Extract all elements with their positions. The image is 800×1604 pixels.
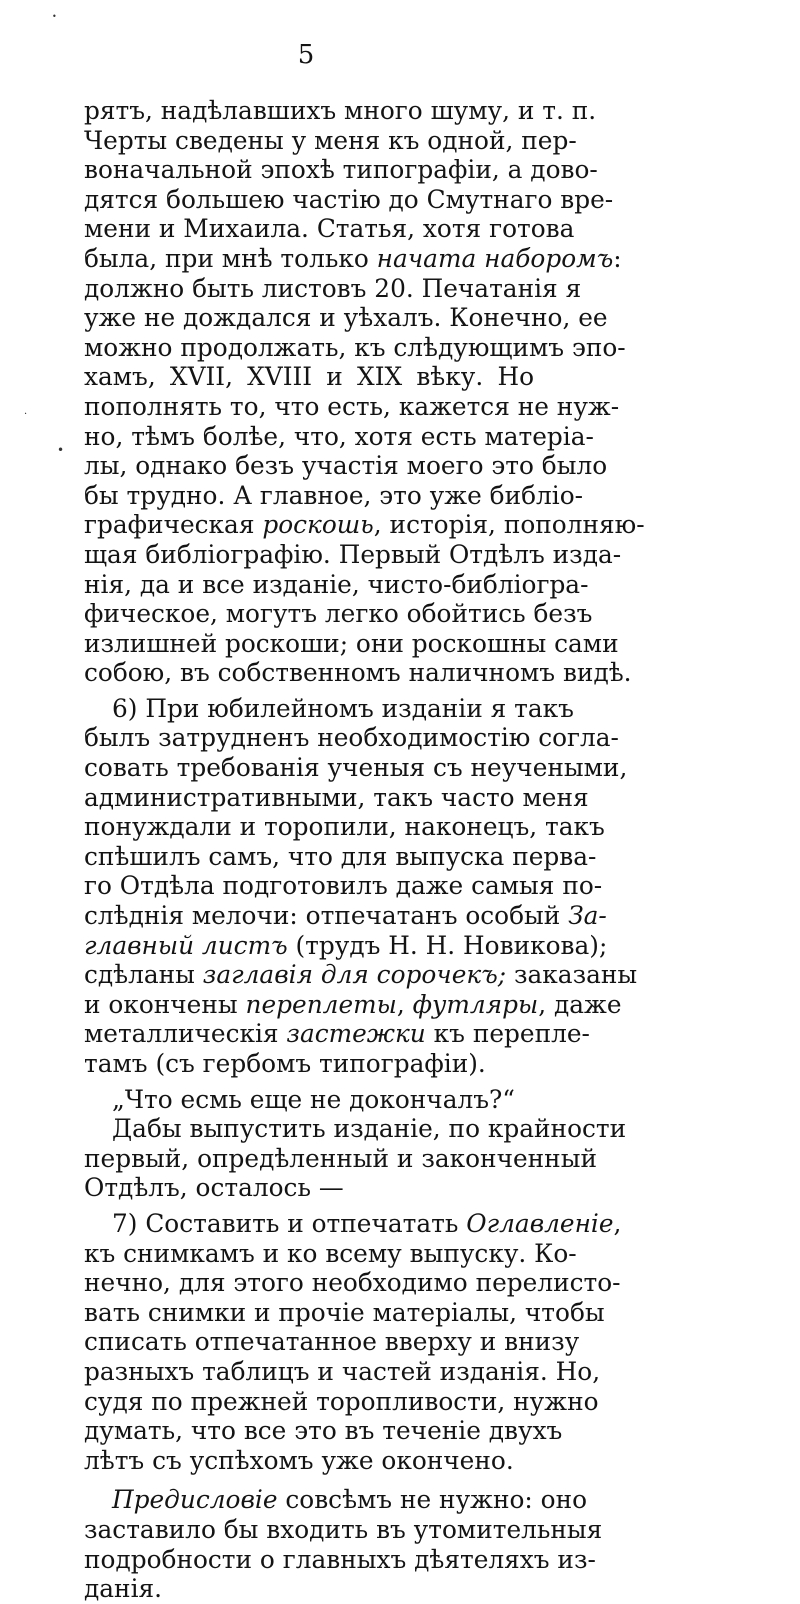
text-line bbox=[84, 391, 620, 422]
text-segment: думать, что все это въ теченіе двухъ bbox=[84, 1416, 563, 1446]
text-segment: 6) При юбилейномъ изданіи я такъ bbox=[112, 693, 574, 723]
text-segment: совсѣмъ не нужно: оно bbox=[277, 1485, 588, 1515]
page-number: 5 bbox=[297, 40, 315, 70]
text-line bbox=[84, 1446, 534, 1476]
text-segment: нечно, для этого необходимо перелисто- bbox=[84, 1268, 621, 1298]
text-line bbox=[84, 693, 574, 724]
text-line bbox=[84, 1173, 534, 1203]
text-line bbox=[84, 782, 589, 813]
text-line bbox=[84, 1114, 627, 1144]
text-line bbox=[84, 125, 577, 156]
text-line bbox=[84, 214, 575, 244]
text-segment: пополнять то, что есть, кажется не нуж- bbox=[84, 391, 620, 421]
text-segment: былъ затрудненъ необходимостію согла- bbox=[84, 723, 619, 753]
text-segment: хамъ, XVII, XVIII и XIX вѣку. Но bbox=[84, 362, 534, 392]
text-segment: го Отдѣла подготовилъ даже самыя по- bbox=[84, 871, 603, 901]
text-line bbox=[84, 510, 645, 540]
text-segment: щая библіографію. Первый Отдѣлъ изда- bbox=[84, 539, 622, 569]
text-line bbox=[84, 569, 589, 600]
text-segment: бы трудно. А главное, это уже библіо- bbox=[84, 480, 584, 510]
text-line bbox=[84, 1485, 588, 1515]
text-line bbox=[84, 451, 608, 481]
text-line bbox=[84, 1208, 622, 1239]
text-line bbox=[84, 989, 622, 1020]
text-segment: (трудъ Н. Н. Новикова); bbox=[287, 930, 608, 960]
text-line bbox=[84, 1268, 621, 1298]
text-line bbox=[84, 1085, 534, 1115]
italic-text: заглавія для сорочекъ; bbox=[202, 960, 507, 990]
text-segment: , исторія, пополняю- bbox=[373, 510, 645, 540]
text-line bbox=[84, 930, 608, 961]
text-segment: , bbox=[613, 1208, 622, 1238]
text-segment: разныхъ таблицъ и частей изданія. Но, bbox=[84, 1356, 601, 1386]
text-line bbox=[84, 303, 608, 333]
text-line bbox=[84, 1416, 563, 1446]
text-segment: уже не дождался и уѣхалъ. Конечно, ее bbox=[84, 303, 608, 333]
text-line bbox=[84, 243, 622, 274]
text-segment: спѣшилъ самъ, что для выпуска перва- bbox=[84, 841, 597, 871]
text-segment: первый, опредѣленный и законченный bbox=[84, 1143, 597, 1173]
text-segment: лы, однако безъ участія моего это было bbox=[84, 451, 608, 481]
text-line bbox=[84, 628, 619, 659]
text-segment: вать снимки и прочіе матеріалы, чтобы bbox=[84, 1297, 605, 1327]
margin-speck: • bbox=[57, 443, 65, 457]
text-line bbox=[84, 1019, 590, 1049]
text-line bbox=[84, 155, 598, 185]
text-segment: къ перепле- bbox=[425, 1019, 590, 1049]
italic-text: застежки bbox=[286, 1019, 426, 1049]
italic-text: роскошь bbox=[262, 510, 374, 540]
text-line bbox=[84, 273, 582, 304]
text-segment: Черты сведены у меня къ одной, пер- bbox=[84, 125, 577, 155]
text-line bbox=[84, 1238, 577, 1269]
text-line bbox=[84, 184, 614, 215]
text-segment: Отдѣлъ, осталось — bbox=[84, 1173, 344, 1203]
text-segment: нія, да и все изданіе, чисто-библіогра- bbox=[84, 569, 589, 599]
text-segment: металлическія bbox=[84, 1019, 287, 1049]
text-segment: совать требованія ученыя съ неучеными, bbox=[84, 753, 628, 783]
text-line bbox=[84, 480, 584, 511]
text-segment: и окончены bbox=[84, 989, 246, 1019]
text-segment: собою, въ собственномъ наличномъ видѣ. bbox=[84, 658, 632, 688]
text-line bbox=[84, 96, 597, 126]
text-line bbox=[84, 753, 628, 783]
text-segment: , bbox=[396, 989, 413, 1019]
italic-text: Оглавленіе bbox=[466, 1208, 614, 1238]
text-line bbox=[84, 812, 605, 842]
text-line bbox=[84, 1386, 599, 1417]
italic-text: переплеты bbox=[245, 989, 397, 1019]
text-line bbox=[84, 658, 632, 688]
text-segment: мени и Михаила. Статья, хотя готова bbox=[84, 214, 575, 244]
body-text bbox=[84, 96, 645, 1604]
text-segment: списать отпечатанное вверху и внизу bbox=[84, 1327, 580, 1357]
text-segment: можно продолжать, къ слѣдующимъ эпо- bbox=[84, 332, 626, 362]
text-segment: сдѣланы bbox=[84, 960, 203, 990]
text-line bbox=[84, 599, 593, 629]
text-line bbox=[84, 901, 607, 931]
margin-speck: • bbox=[52, 12, 57, 21]
text-line bbox=[84, 539, 622, 570]
text-segment: должно быть листовъ 20. Печатанія я bbox=[84, 273, 582, 303]
text-line bbox=[84, 1356, 601, 1387]
text-segment: была, при мнѣ только bbox=[84, 243, 377, 273]
italic-text: начата наборомъ bbox=[376, 243, 614, 273]
text-segment: понуждали и торопили, наконецъ, такъ bbox=[84, 812, 605, 842]
text-segment: воначальной эпохѣ типографіи, а дово- bbox=[84, 155, 598, 185]
text-segment: : bbox=[613, 243, 622, 273]
text-segment: излишней роскоши; они роскошны сами bbox=[84, 628, 619, 658]
text-segment: подробности о главныхъ дѣятеляхъ из- bbox=[84, 1544, 596, 1574]
text-line bbox=[84, 841, 597, 872]
text-segment: заказаны bbox=[506, 960, 638, 990]
text-line bbox=[84, 1049, 534, 1079]
italic-text: Предисловіе bbox=[112, 1485, 278, 1515]
text-segment: 7) Составить и отпечатать bbox=[112, 1208, 467, 1238]
text-line bbox=[84, 421, 594, 452]
text-line bbox=[84, 960, 638, 990]
text-segment: но, тѣмъ болѣе, что, хотя есть матеріа- bbox=[84, 421, 594, 451]
italic-text: За- bbox=[568, 901, 607, 931]
text-segment: слѣднія мелочи: отпечатанъ особый bbox=[84, 901, 569, 931]
text-segment: судя по прежней торопливости, нужно bbox=[84, 1386, 599, 1416]
text-line bbox=[84, 723, 619, 753]
text-line bbox=[84, 1143, 597, 1174]
text-line bbox=[84, 1327, 580, 1357]
margin-speck: · bbox=[24, 409, 28, 420]
text-segment: фическое, могутъ легко обойтись безъ bbox=[84, 599, 593, 629]
text-segment: графическая bbox=[84, 510, 263, 540]
text-line bbox=[84, 1574, 534, 1604]
text-segment: данія. bbox=[84, 1574, 163, 1604]
text-segment: рятъ, надѣлавшихъ много шуму, и т. п. bbox=[84, 96, 597, 125]
text-segment: дятся большею частію до Смутнаго вре- bbox=[84, 184, 614, 214]
text-line bbox=[84, 362, 534, 392]
text-segment: , даже bbox=[538, 989, 622, 1019]
text-segment: тамъ (съ гербомъ типографіи). bbox=[84, 1049, 486, 1078]
text-segment: административными, такъ часто меня bbox=[84, 782, 589, 812]
text-segment: къ снимкамъ и ко всему выпуску. Ко- bbox=[84, 1238, 577, 1268]
text-line bbox=[84, 871, 603, 901]
text-segment: лѣтъ съ успѣхомъ уже окончено. bbox=[84, 1445, 514, 1475]
text-line bbox=[84, 1514, 603, 1545]
text-segment: Дабы выпустить изданіе, по крайности bbox=[112, 1114, 627, 1144]
text-segment: заставило бы входить въ утомительныя bbox=[84, 1514, 603, 1544]
text-line bbox=[84, 1544, 596, 1575]
text-line bbox=[84, 1297, 605, 1328]
text-segment: „Что есмь еще не докончалъ?“ bbox=[112, 1084, 515, 1114]
italic-text: главный листъ bbox=[84, 930, 288, 960]
text-line bbox=[84, 332, 626, 363]
italic-text: футляры bbox=[412, 989, 539, 1019]
